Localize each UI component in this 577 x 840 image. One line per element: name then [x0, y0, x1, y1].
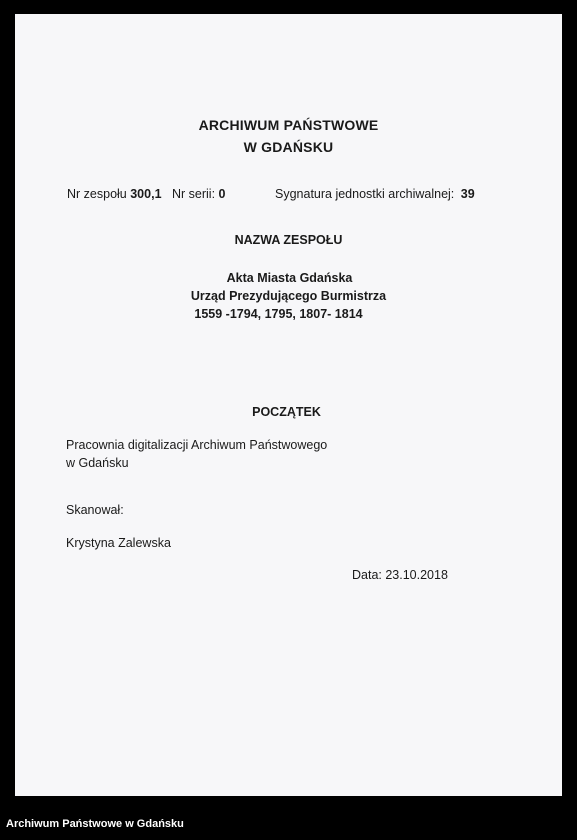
- archival-signature-value: 39: [460, 187, 475, 201]
- scan-date: Data: 23.10.2018: [352, 568, 448, 582]
- fond-number-value: 300,1: [130, 187, 162, 201]
- series-number-label: Nr serii:: [172, 187, 216, 201]
- digitization-lab-line1: Pracownia digitalizacji Archiwum Państwowego: [66, 438, 328, 452]
- series-number: [172, 186, 226, 203]
- archival-signature: [275, 186, 475, 203]
- fond-number: [67, 186, 162, 203]
- document-page: [15, 14, 562, 796]
- archive-credit: Archiwum Państwowe w Gdańsku: [6, 818, 184, 830]
- series-number-value: 0: [218, 187, 226, 201]
- scanned-by-label: Skanował:: [66, 503, 124, 517]
- archive-title-line2: W GDAŃSKU: [243, 139, 334, 155]
- start-heading: POCZĄTEK: [252, 405, 321, 419]
- archival-signature-label: Sygnatura jednostki archiwalnej:: [275, 187, 455, 201]
- fond-name-line2: Urząd Prezydującego Burmistrza: [190, 289, 387, 303]
- fond-name-dates: 1559 -1794, 1795, 1807- 1814: [194, 307, 363, 321]
- fond-name-heading: NAZWA ZESPOŁU: [234, 233, 343, 247]
- archive-title-line1: ARCHIWUM PAŃSTWOWE: [198, 117, 379, 133]
- digitization-lab-line2: w Gdańsku: [66, 456, 129, 470]
- scanner-name: Krystyna Zalewska: [66, 536, 171, 550]
- fond-name-line1: Akta Miasta Gdańska: [226, 271, 353, 285]
- fond-number-label: Nr zespołu: [67, 187, 127, 201]
